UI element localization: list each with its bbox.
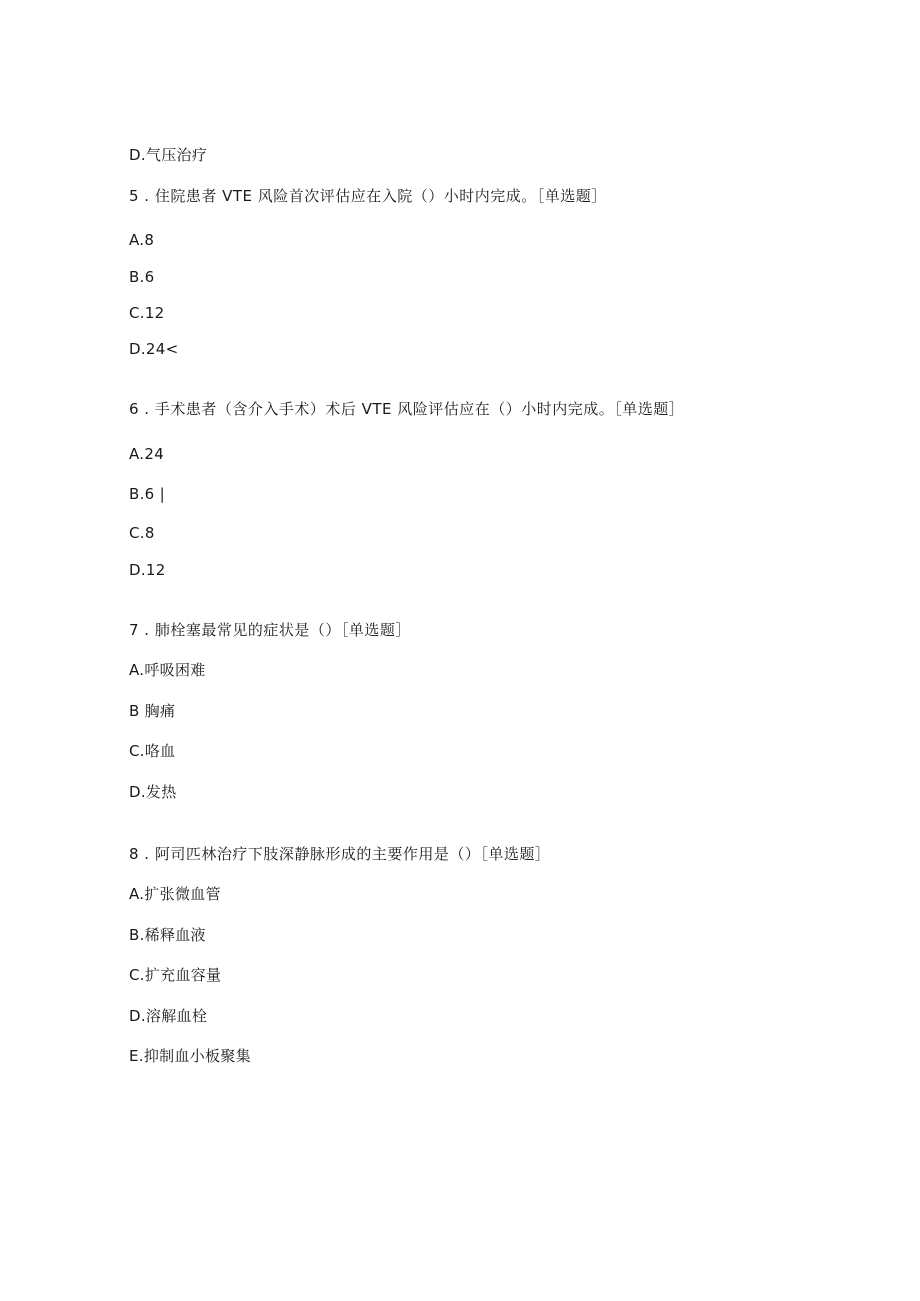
- option-c-q6: C.8: [129, 524, 155, 542]
- question-7: 7 . 肺栓塞最常见的症状是（）［单选题］: [129, 621, 411, 639]
- option-b-q5: B.6: [129, 268, 155, 286]
- option-a-q7: A.呼吸困难: [129, 661, 206, 679]
- option-c-q7: C.咯血: [129, 742, 176, 760]
- option-b-q7: B 胸痛: [129, 702, 176, 720]
- question-5: 5 . 住院患者 VTE 风险首次评估应在入院（）小时内完成。［单选题］: [129, 187, 607, 205]
- question-8: 8 . 阿司匹林治疗下肢深静脉形成的主要作用是（）［单选题］: [129, 845, 551, 863]
- option-b-q8: B.稀释血液: [129, 926, 206, 944]
- option-a-q6: A.24: [129, 445, 165, 463]
- option-d-q5: D.24<: [129, 340, 179, 358]
- option-d-q7: D.发热: [129, 783, 177, 801]
- option-e-q8: E.抑制血小板聚集: [129, 1047, 251, 1065]
- option-b-q6: B.6 |: [129, 485, 165, 503]
- option-c-q8: C.扩充血容量: [129, 966, 222, 984]
- option-d-q6: D.12: [129, 561, 166, 579]
- option-a-q5: A.8: [129, 231, 155, 249]
- option-d-q4: D.气压治疗: [129, 146, 208, 164]
- option-a-q8: A.扩张微血管: [129, 885, 221, 903]
- option-c-q5: C.12: [129, 304, 165, 322]
- option-d-q8: D.溶解血栓: [129, 1007, 208, 1025]
- question-6: 6 . 手术患者（含介入手术）术后 VTE 风险评估应在（）小时内完成。［单选题］: [129, 400, 685, 418]
